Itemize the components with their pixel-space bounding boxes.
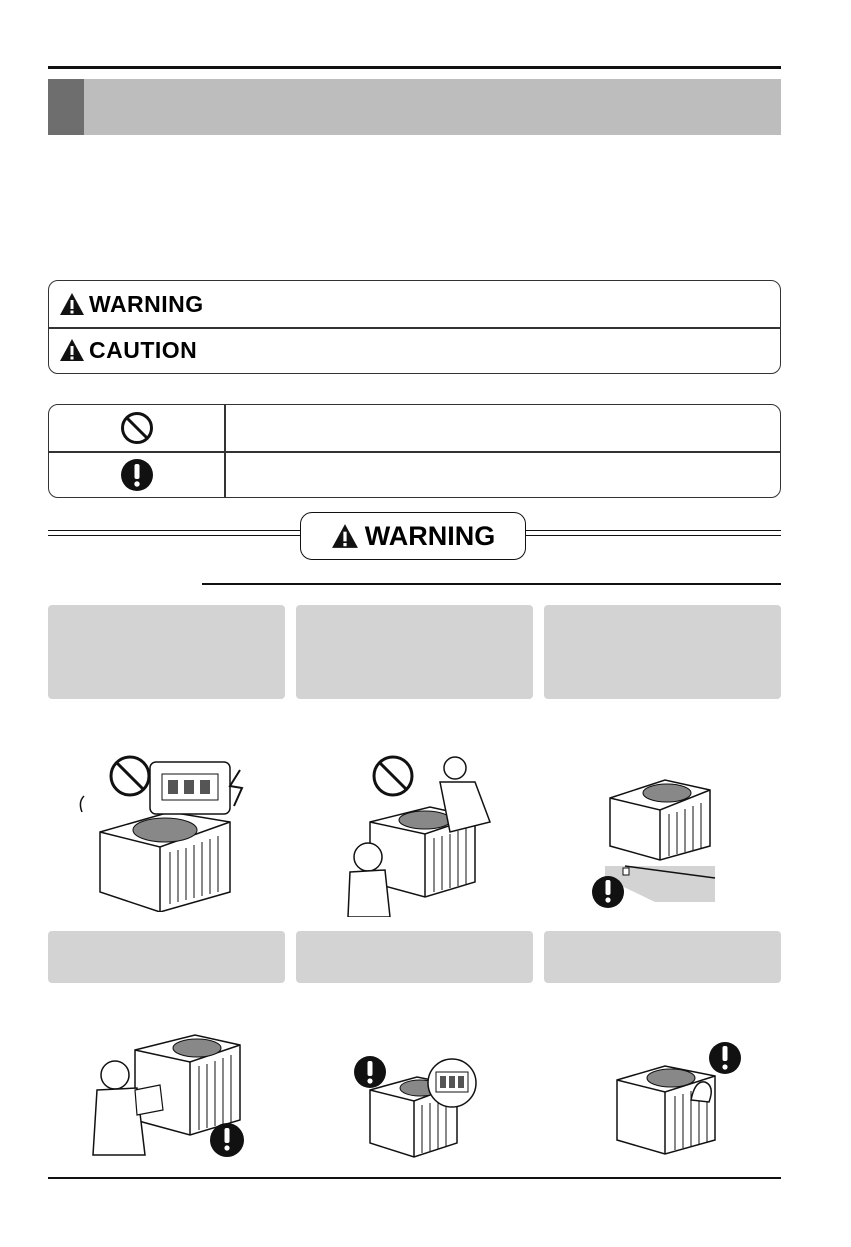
bottom-rule xyxy=(48,1177,781,1179)
exclamation-icon xyxy=(120,458,154,492)
instruction-card-3 xyxy=(544,605,781,699)
signal-divider xyxy=(49,327,780,329)
symbol-table xyxy=(48,404,781,498)
heading-rule-right xyxy=(526,530,781,536)
illustration-secure-base xyxy=(585,768,725,913)
section-title-tab xyxy=(48,79,84,135)
caution-row xyxy=(59,334,197,366)
illustration-read-manual xyxy=(75,1030,255,1160)
subsection-rule xyxy=(202,583,781,585)
warning-heading xyxy=(300,512,526,560)
warning-row xyxy=(59,288,204,320)
warning-triangle-icon xyxy=(59,291,85,317)
heading-rule-left xyxy=(48,530,300,536)
warning-triangle-icon xyxy=(59,337,85,363)
instruction-card-2 xyxy=(296,605,533,699)
illustration-grounding xyxy=(605,1040,745,1160)
illustration-breaker-prohibited xyxy=(70,752,270,912)
instruction-card-5 xyxy=(296,931,533,983)
top-rule xyxy=(48,66,781,69)
caution-label: CAUTION xyxy=(89,336,198,363)
illustration-contact-dealer xyxy=(330,752,520,917)
section-title-bar xyxy=(48,79,781,135)
illustration-dedicated-circuit xyxy=(352,1055,482,1160)
prohibition-cell xyxy=(49,405,224,451)
warning-label: WARNING xyxy=(89,290,204,317)
instruction-card-4 xyxy=(48,931,285,983)
instruction-card-6 xyxy=(544,931,781,983)
mandatory-cell xyxy=(49,452,224,498)
warning-heading-label: WARNING xyxy=(364,520,496,551)
instruction-card-1 xyxy=(48,605,285,699)
prohibition-icon xyxy=(120,411,154,445)
signal-word-table xyxy=(48,280,781,374)
warning-triangle-icon xyxy=(331,522,359,550)
